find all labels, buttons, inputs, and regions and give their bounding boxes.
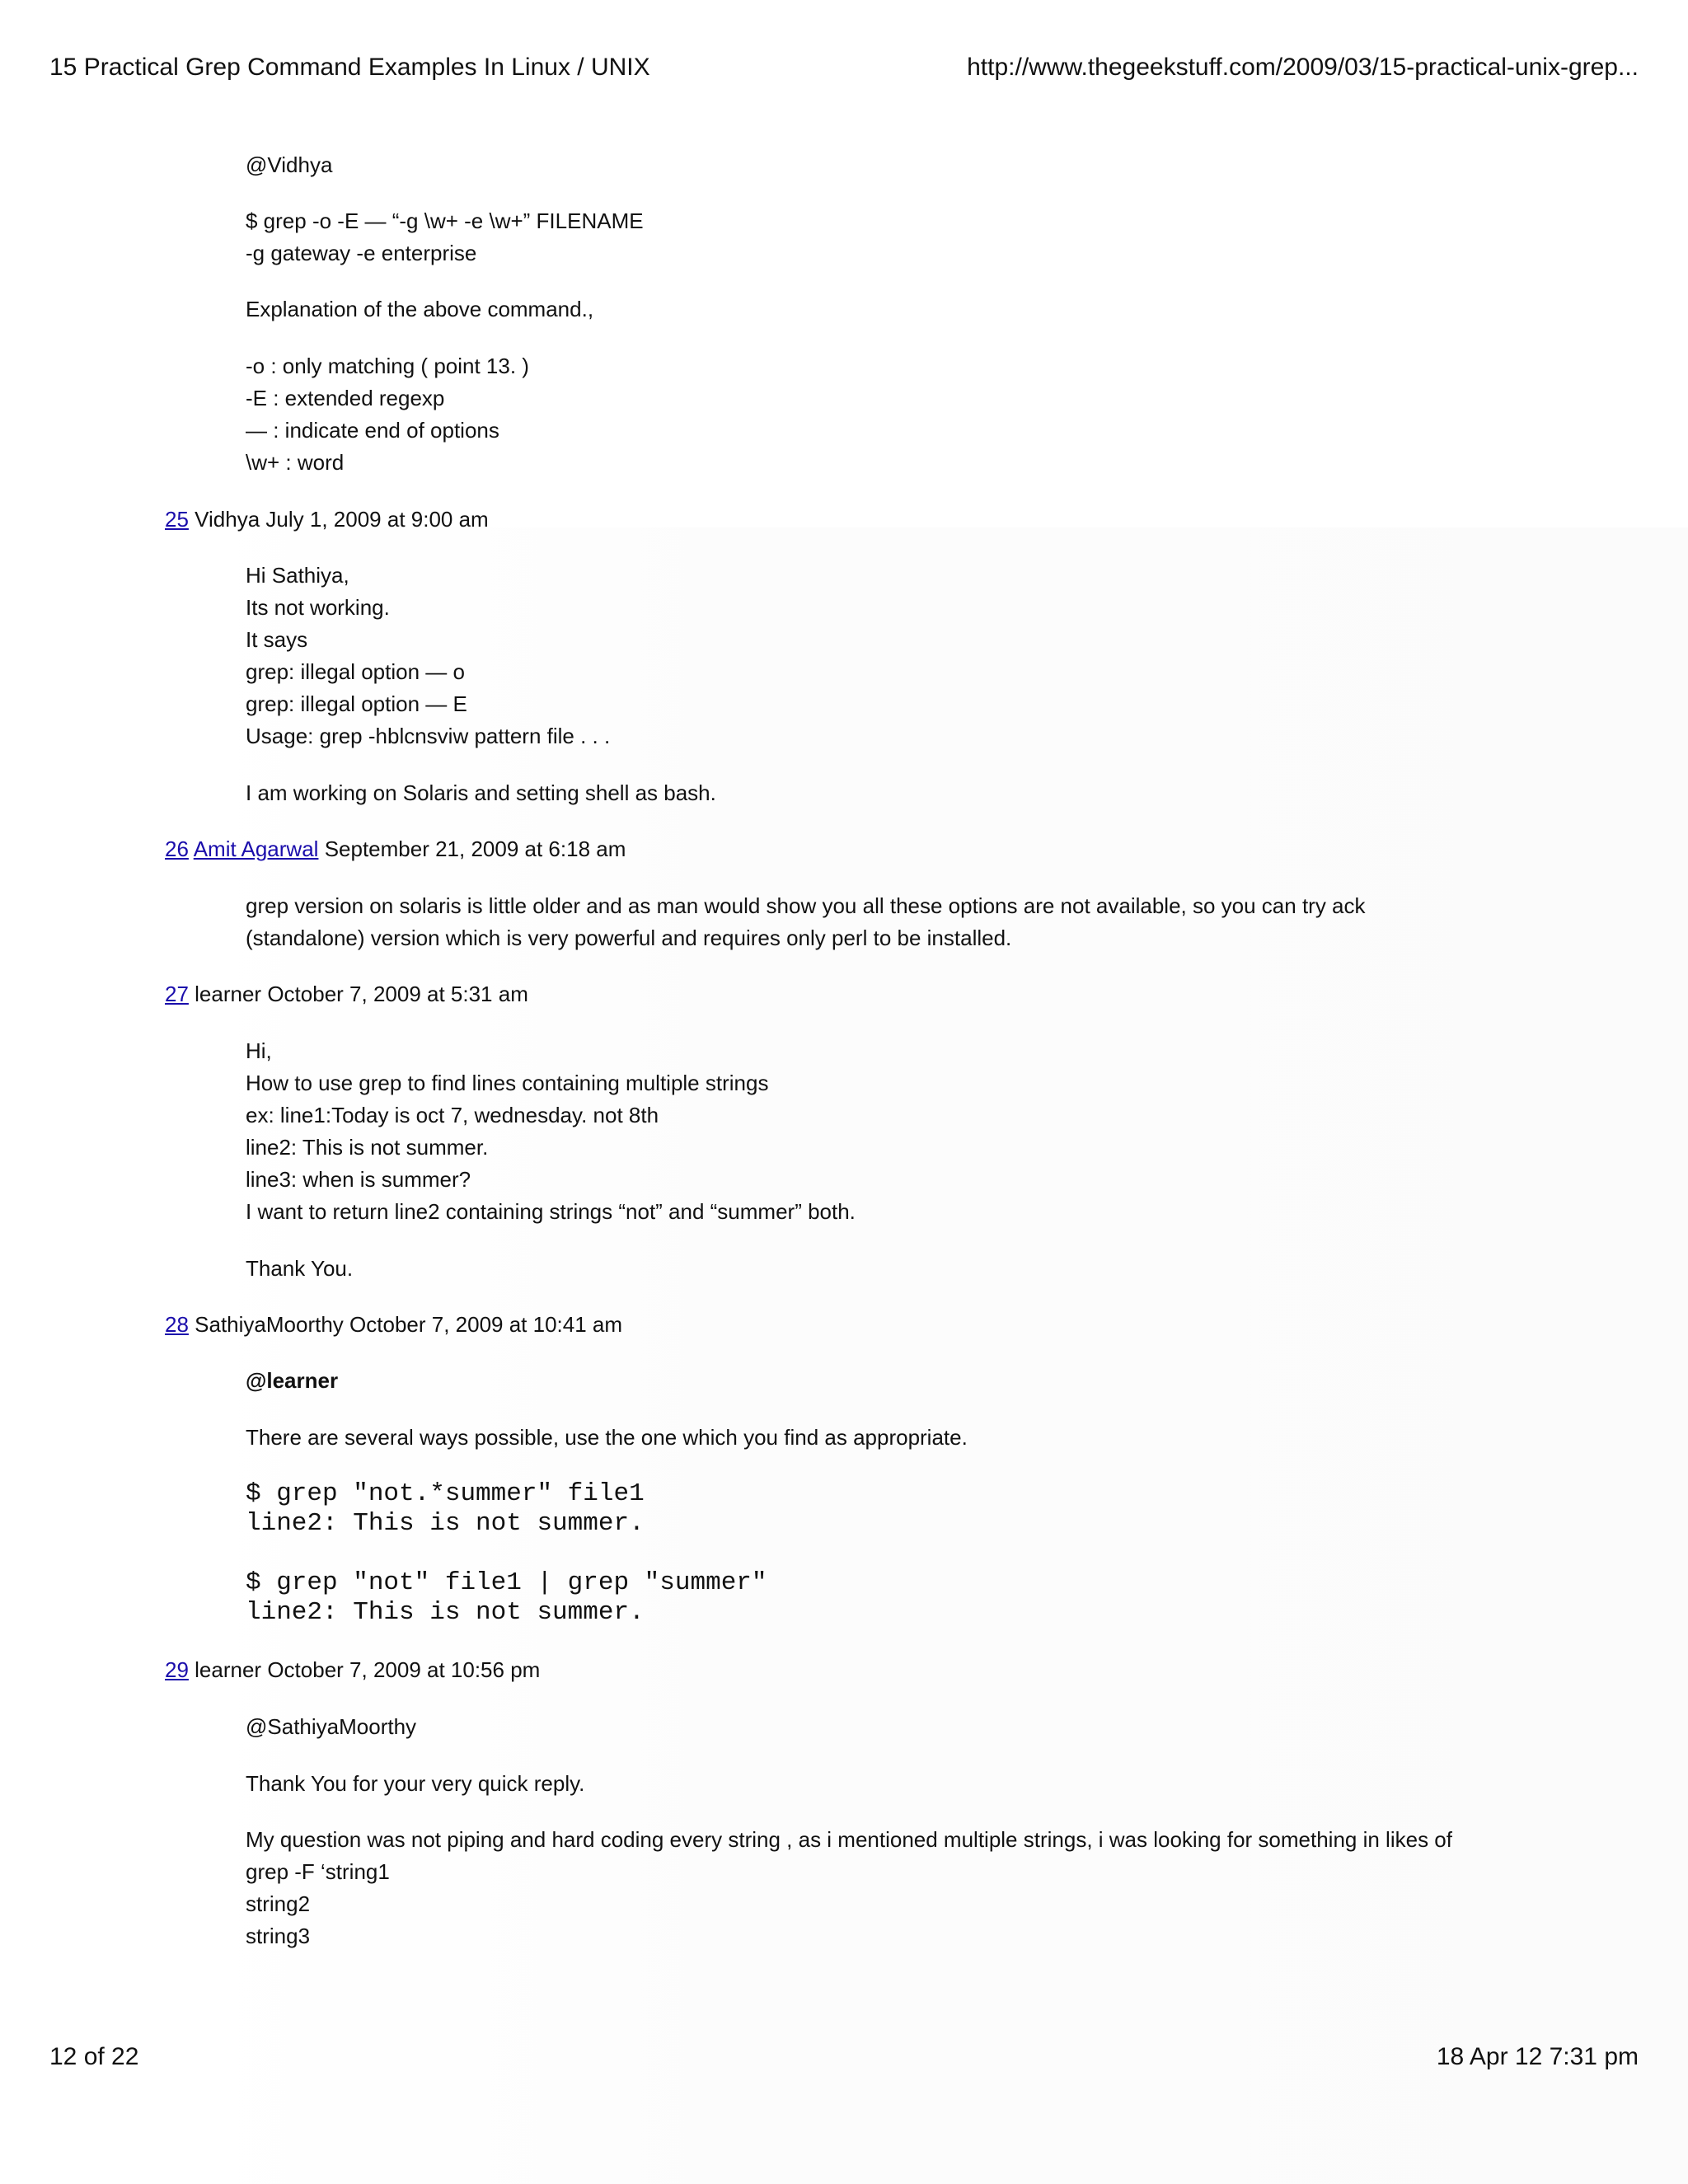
comment-text: string3	[246, 1924, 311, 1948]
comment-text: string2	[246, 1891, 311, 1916]
page-url: http://www.thegeekstuff.com/2009/03/15-practical-unix-grep...	[967, 54, 1639, 81]
comment-text: My question was not piping and hard coding every string , as i mentioned multiple strings, i was looking for something in likes of	[246, 1827, 1452, 1852]
page-counter: 12 of 22	[49, 2043, 139, 2070]
print-timestamp: 18 Apr 12 7:31 pm	[1436, 2043, 1639, 2070]
comment-author: SathiyaMoorthy	[195, 1312, 344, 1337]
comment-meta	[165, 1654, 540, 1686]
comment-text: Usage: grep -hblcnsviw pattern file . . .	[246, 724, 611, 748]
comment-text: -E : extended regexp	[246, 386, 445, 410]
comment-date: October 7, 2009 at 10:56 pm	[267, 1657, 541, 1682]
comment-text: There are several ways possible, use the one which you find as appropriate.	[246, 1425, 968, 1450]
comment-number-link[interactable]: 26	[165, 837, 189, 861]
comment-meta	[165, 504, 489, 536]
comment-text: grep: illegal option — o	[246, 659, 465, 684]
comment-text: I am working on Solaris and setting shell as bash.	[246, 780, 716, 805]
comment-date: October 7, 2009 at 10:41 am	[349, 1312, 623, 1337]
code-line: line2: This is not summer.	[246, 1509, 645, 1538]
comment-text: grep -F ‘string1	[246, 1859, 390, 1884]
comment-author: learner	[195, 982, 262, 1006]
comment-text: ex: line1:Today is oct 7, wednesday. not 8th	[246, 1103, 659, 1127]
comment-text: Explanation of the above command.,	[246, 297, 594, 321]
comment-text: — : indicate end of options	[246, 418, 499, 443]
comment-meta	[165, 978, 528, 1010]
comment-text: Thank You.	[246, 1256, 354, 1281]
comment-text: line3: when is summer?	[246, 1167, 471, 1192]
comment-date: July 1, 2009 at 9:00 am	[265, 507, 489, 532]
comment-text: Thank You for your very quick reply.	[246, 1771, 585, 1796]
comment-author: learner	[195, 1657, 262, 1682]
comment-text: grep: illegal option — E	[246, 691, 467, 716]
comment-text: line2: This is not summer.	[246, 1135, 489, 1160]
comment-author-link[interactable]: Amit Agarwal	[193, 837, 319, 861]
page-background-shade	[188, 527, 1688, 2184]
comment-text: (standalone) version which is very powerful and requires only perl to be installed.	[246, 926, 1012, 950]
comment-meta	[165, 833, 626, 865]
comment-mention: @learner	[246, 1368, 339, 1393]
comment-text: I want to return line2 containing strings “not” and “summer” both.	[246, 1199, 856, 1224]
comment-text: @SathiyaMoorthy	[246, 1714, 417, 1739]
code-line: line2: This is not summer.	[246, 1598, 645, 1627]
comment-number-link[interactable]: 27	[165, 982, 189, 1006]
comment-text: Hi Sathiya,	[246, 563, 349, 588]
comment-text: How to use grep to find lines containing multiple strings	[246, 1071, 769, 1095]
comment-text: @Vidhya	[246, 152, 333, 177]
code-line: $ grep "not.*summer" file1	[246, 1479, 645, 1508]
comment-text: -g gateway -e enterprise	[246, 241, 477, 265]
page-title: 15 Practical Grep Command Examples In Linux / UNIX	[49, 54, 650, 81]
comment-text: -o : only matching ( point 13. )	[246, 354, 529, 378]
comment-text: $ grep -o -E — “-g \w+ -e \w+” FILENAME	[246, 209, 644, 233]
comment-author: Vidhya	[195, 507, 260, 532]
comment-date: September 21, 2009 at 6:18 am	[324, 837, 626, 861]
comment-text: \w+ : word	[246, 450, 345, 475]
comment-text: grep version on solaris is little older and as man would show you all these options are not available, so you can try ack	[246, 893, 1366, 918]
code-line: $ grep "not" file1 | grep "summer"	[246, 1568, 767, 1597]
comment-text: It says	[246, 627, 308, 652]
comment-date: October 7, 2009 at 5:31 am	[267, 982, 528, 1006]
comment-number-link[interactable]: 25	[165, 507, 189, 532]
comment-text: Its not working.	[246, 595, 390, 620]
comment-number-link[interactable]: 29	[165, 1657, 189, 1682]
comment-text: Hi,	[246, 1038, 272, 1063]
comment-meta	[165, 1309, 622, 1341]
comment-number-link[interactable]: 28	[165, 1312, 189, 1337]
